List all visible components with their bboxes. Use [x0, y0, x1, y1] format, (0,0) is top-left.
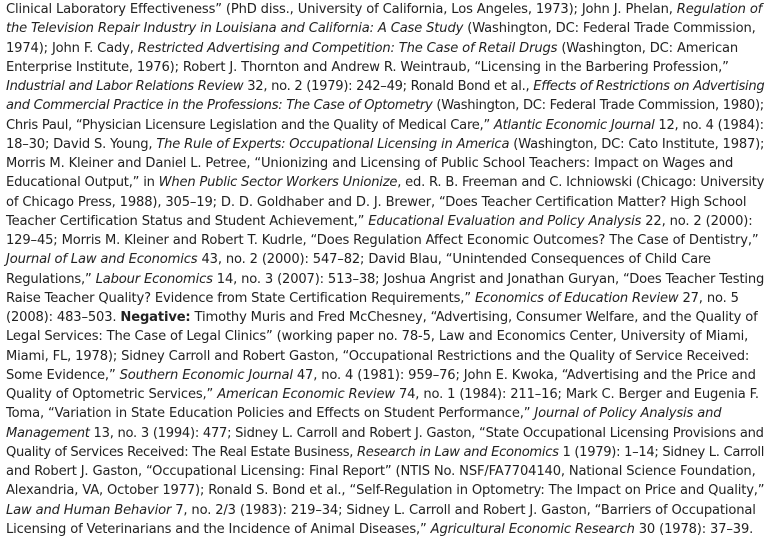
text-run: of Chicago Press, 1988), 305–19; D. D. Goldhaber and D. J. Brewer, “Does Teacher Certification Matter? High School [6, 194, 747, 210]
text-line [6, 173, 764, 192]
text-run: 43, no. 2 (2000): 547–82; David Blau, “Unintended Consequences of Child Care [197, 252, 711, 268]
text-run: 18–30; David S. Young, [6, 136, 157, 152]
text-run: 12, no. 4 (1984): [654, 117, 764, 133]
text-run: Toma, “Variation in State Education Policies and Effects on Student Performance,” [6, 406, 535, 422]
text-run: Morris M. Kleiner and Daniel L. Petree, “Unionizing and Licensing of Public School Teachers: Impact on Wages and [6, 156, 734, 171]
text-line [6, 0, 764, 19]
text-line [6, 385, 764, 404]
italic-title: Effects of Restrictions on Advertising [533, 79, 765, 94]
text-line [6, 481, 764, 500]
italic-title: Restricted Advertising and Competition: The Case of Retail Drugs [137, 40, 558, 56]
text-run: Licensing of Veterinarians and the Incidence of Animal Diseases,” [6, 521, 431, 537]
italic-title: When Public Sector Workers Unionize [158, 175, 398, 191]
text-run: (Washington, DC: Cato Institute, 1987); [509, 136, 765, 152]
text-line [6, 462, 764, 481]
text-line [6, 77, 764, 96]
text-line [6, 270, 764, 289]
italic-title: Industrial and Labor Relations Review [6, 79, 244, 94]
text-line [6, 327, 764, 346]
text-run: Chris Paul, “Physician Licensure Legislation and the Quality of Medical Care,” [6, 117, 494, 133]
italic-title: and Commercial Practice in the Professions: The Case of Optometry [6, 98, 433, 114]
italic-title: The Rule of Experts: Occupational Licensing in America [156, 136, 510, 152]
text-line [6, 424, 764, 443]
text-run: 74, no. 1 (1984): 211–16; Mark C. Berger and Eugenia F. [394, 387, 759, 402]
italic-title: Regulation of [676, 2, 763, 17]
text-line [6, 39, 764, 58]
text-run: 7, no. 2/3 (1983): 219–34; Sidney L. Carroll and Robert J. Gaston, “Barriers of Occupational [171, 502, 756, 518]
text-run: Some Evidence,” [6, 367, 120, 383]
text-run: Quality of Optometric Services,” [6, 387, 218, 402]
italic-title: Labour Economics [95, 271, 213, 287]
text-run: Clinical Laboratory Effectiveness” (PhD diss., University of California, Los Angeles, 1973); John J. Phelan, [6, 2, 677, 17]
text-run: 47, no. 4 (1981): 959–76; John E. Kwoka, “Advertising and the Price and [292, 367, 756, 383]
text-line [6, 501, 764, 520]
italic-title: Atlantic Economic Journal [493, 117, 655, 133]
text-run: and Robert J. Gaston, “Occupational Licensing: Final Report” (NTIS No. NSF/FA7704140, National Science Foundation, [6, 464, 756, 479]
text-run: 27, no. 5 [678, 290, 739, 306]
text-run: 1974); John F. Cady, [6, 40, 138, 56]
text-line [6, 19, 764, 38]
italic-title: Research in Law and Economics [356, 444, 559, 460]
italic-title: Southern Economic Journal [119, 367, 293, 383]
text-line [6, 404, 764, 423]
text-run: Timothy Muris and Fred McChesney, “Advertising, Consumer Welfare, and the Quality of [190, 310, 758, 325]
text-run: 14, no. 3 (2007): 513–38; Joshua Angrist and Jonathan Guryan, “Does Teacher Testing [212, 271, 765, 287]
text-run: 22, no. 2 (2000): [641, 213, 753, 229]
text-run: (Washington, DC: Federal Trade Commission, 1980); [432, 98, 764, 114]
text-line [6, 308, 764, 327]
text-line [6, 116, 764, 135]
italic-title: Economics of Education Review [474, 290, 679, 306]
text-line [6, 58, 764, 77]
text-line [6, 347, 764, 366]
text-run: , ed. R. B. Freeman and C. Ichniowski (Chicago: University [397, 175, 765, 191]
text-line [6, 289, 764, 308]
text-run: Regulations,” [6, 271, 96, 287]
text-line [6, 250, 764, 269]
text-run: (Washington, DC: American [557, 40, 739, 56]
text-run: 1 (1979): 1–14; Sidney L. Carroll [558, 444, 765, 460]
text-run: 13, no. 3 (1994): 477; Sidney L. Carroll and Robert J. Gaston, “State Occupational Licensing Provisions and [89, 425, 764, 441]
italic-title: Law and Human Behavior [6, 502, 172, 518]
italic-title: the Television Repair Industry in Louisiana and California: A Case Study [6, 21, 464, 37]
text-run: Miami, FL, 1978); Sidney Carroll and Robert Gaston, “Occupational Restrictions and the Quality of Service Received: [6, 348, 750, 364]
text-run: Legal Services: The Case of Legal Clinics” (working paper no. 78-5, Law and Economics Center, University of Miami, [6, 329, 749, 345]
text-line [6, 231, 764, 250]
italic-title: Journal of Policy Analysis and [534, 406, 722, 422]
text-line [6, 366, 764, 385]
text-line [6, 135, 764, 154]
text-run: 30 (1978): 37–39. [634, 521, 754, 537]
text-run: (2008): 483–503. [6, 310, 121, 325]
italic-title: Agricultural Economic Research [430, 521, 635, 537]
text-run: Educational Output,” in [6, 175, 159, 191]
italic-title: Journal of Law and Economics [6, 252, 198, 268]
text-run: 32, no. 2 (1979): 242–49; Ronald Bond et al., [243, 79, 534, 94]
italic-title: American Economic Review [217, 387, 395, 402]
text-line [6, 212, 764, 231]
italic-title: Educational Evaluation and Policy Analysis [368, 213, 642, 229]
text-run: 129–45; Morris M. Kleiner and Robert T. Kudrle, “Does Regulation Affect Economic Outcomes? The Case of Dentistry,” [6, 233, 759, 248]
text-run: Enterprise Institute, 1976); Robert J. Thornton and Andrew R. Weintraub, “Licensing in the Barbering Profession,” [6, 59, 729, 75]
text-line [6, 154, 764, 173]
text-run: Alexandria, VA, October 1977); Ronald S. Bond et al., “Self-Regulation in Optometry: The Impact on Price and Quality,” [6, 483, 765, 499]
italic-title: Management [6, 425, 90, 441]
text-line [6, 520, 764, 539]
text-run: Quality of Services Received: The Real Estate Business, [6, 444, 357, 460]
text-line [6, 193, 764, 212]
text-run: Raise Teacher Quality? Evidence from State Certification Requirements,” [6, 290, 475, 306]
text-run: Teacher Certification Status and Student Achievement,” [6, 213, 369, 229]
text-line [6, 443, 764, 462]
text-line [6, 96, 764, 115]
bold-label: Negative: [120, 310, 191, 325]
text-run: (Washington, DC: Federal Trade Commission, [463, 21, 756, 37]
